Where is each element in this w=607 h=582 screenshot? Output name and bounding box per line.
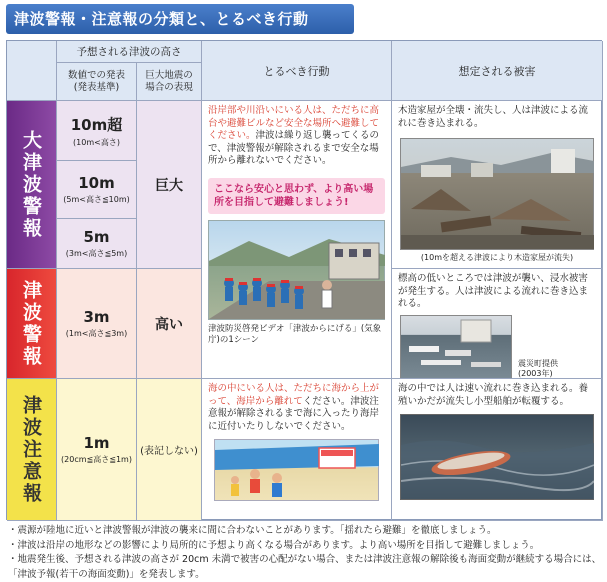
- action-warning-urgent: 沿岸部や川沿いにいる人は、ただちに高台や避難ビルなど安全な場所へ避難してください。: [208, 105, 380, 141]
- action-advisory: [202, 379, 392, 521]
- damage-advisory: [392, 379, 603, 521]
- height-5m: 5m (3m<高さ≦5m): [57, 219, 137, 269]
- header-height-group: 予想される津波の高さ: [57, 41, 202, 63]
- beach-scene-svg: [215, 440, 379, 500]
- footnote-3: ・地震発生後、予想される津波の高さが 20cm 未満で被害の心配がない場合、または津波注意報の解除後も海面変動が継続する場合には、「津波予報(若干の海面変動)」を発表します。: [8, 554, 602, 580]
- category-major-warning: 大津波警報: [7, 101, 57, 269]
- header-damage: 想定される被害: [392, 41, 603, 101]
- expression-advisory: (表記しない): [137, 379, 202, 521]
- footnotes: [8, 524, 602, 582]
- damage-advisory-text: 海の中では人は速い流れに巻き込まれる。養殖いかだが流失し小型船舶が転覆する。: [398, 383, 589, 407]
- page-title: 津波警報・注意報の分類と、とるべき行動: [6, 4, 354, 34]
- height-3m: 3m (1m<高さ≦3m): [57, 269, 137, 379]
- category-warning: 津波警報: [7, 269, 57, 379]
- capsized-boat-photo: [400, 414, 594, 500]
- damage-warning: [392, 269, 603, 379]
- header-action: とるべき行動: [202, 41, 392, 101]
- destroyed-houses-svg: [401, 139, 594, 249]
- evacuation-scene-svg: [209, 221, 385, 319]
- damage-warning-text: 標高の低いところでは津波が襲い、浸水被害が発生する。人は津波による流れに巻き込まれる。: [398, 273, 589, 309]
- damage-major-caption: (10mを超える津波により木造家屋が流失): [420, 253, 574, 262]
- damage-major-text: 木造家屋が全壊・流失し、人は津波による流れに巻き込まれる。: [398, 105, 589, 129]
- category-advisory: 津波注意報: [7, 379, 57, 521]
- beach-illustration: [214, 439, 379, 501]
- height-1m: 1m (20cm≦高さ≦1m): [57, 379, 137, 521]
- height-10m: 10m (5m<高さ≦10m): [57, 161, 137, 219]
- action-warning-callout: ここなら安心と思わず、より高い場所を目指して避難しましょう!: [208, 178, 385, 214]
- illustration-caption: 津波防災啓発ビデオ「津波からにげる」(気象庁)の1シーン: [208, 323, 382, 345]
- action-advisory-body: ください。津波注意報が解除されるまで海に入ったり海岸に近付いたりしないでください。: [208, 395, 380, 432]
- action-warning: [202, 101, 392, 379]
- expression-major: 巨大: [137, 101, 202, 269]
- header-blank: [7, 41, 57, 101]
- destroyed-houses-photo: [400, 138, 594, 250]
- flooded-harbor-photo: [400, 315, 512, 379]
- evacuation-illustration: [208, 220, 385, 320]
- photo-credit-source: 震災町提供: [518, 358, 558, 368]
- footnote-1: ・震源が陸地に近いと津波警報が津波の襲来に間に合わないことがあります。「揺れたら避難」を徹底しましょう。: [8, 525, 497, 536]
- footnote-2: ・津波は沿岸の地形などの影響により局所的に予想より高くなる場合があります。より高い場所を目指して避難しましょう。: [8, 539, 540, 551]
- capsized-boat-svg: [401, 415, 594, 499]
- header-numeric: 数値での発表 (発表基準): [57, 63, 137, 101]
- photo-credit-year: (2003年): [518, 368, 553, 378]
- header-qualitative: 巨大地震の 場合の表現: [137, 63, 202, 101]
- action-warning-body: 津波は繰り返し襲ってくるので、津波警報が解除されるまで安全な場所から離れないでください。: [208, 130, 380, 166]
- height-10m-over: 10m超 (10m<高さ): [57, 101, 137, 161]
- expression-warning: 高い: [137, 269, 202, 379]
- flooded-harbor-svg: [401, 316, 511, 378]
- damage-major: [392, 101, 603, 269]
- tsunami-table: [6, 40, 602, 520]
- action-advisory-urgent: 海の中にいる人は、ただちに海から上がって、海岸から離れて: [208, 383, 380, 407]
